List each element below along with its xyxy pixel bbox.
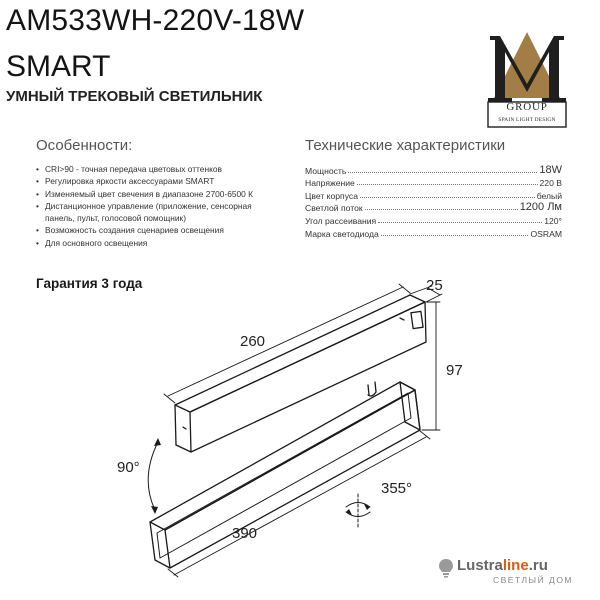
spec-row-body-color: Цвет корпуса белый <box>305 190 562 201</box>
spec-row-luminous-flux: Светлой поток 1200 Лм <box>305 201 562 214</box>
dimension-track-length-label: 260 <box>240 333 266 350</box>
feature-item: • Возможность создания сценариев освещения <box>36 225 224 236</box>
spec-row-power: Мощность 18W <box>305 163 562 176</box>
lustraline-bulb-icon <box>437 558 455 578</box>
track-adapter <box>175 295 426 452</box>
brand-name: GROUP <box>506 101 548 113</box>
warranty-note: Гарантия 3 года <box>36 276 143 291</box>
dimension-tilt-label: 90° <box>117 459 140 476</box>
features-heading: Особенности: <box>36 137 133 154</box>
feature-item: • Для основного освещения <box>36 237 148 248</box>
spec-row-led-brand: Марка светодиода OSRAM <box>305 228 562 239</box>
feature-item-continuation: панель, пульт, голосовой помощник) <box>45 213 186 224</box>
specs-heading: Технические характеристики <box>305 137 506 154</box>
feature-item: • Регулировка яркости аксессуарами SMART <box>36 176 215 187</box>
feature-item: • CRI>90 - точная передача цветовых оттенков <box>36 164 222 174</box>
rotation-arrow <box>346 494 370 528</box>
dimension-height-label: 97 <box>446 362 463 379</box>
lustraline-tagline: СВЕТЛЫЙ ДОМ <box>493 575 574 585</box>
dimension-depth-label: 25 <box>426 277 443 294</box>
spec-row-voltage: Напряжение 220 В <box>305 178 562 189</box>
lamp-body <box>150 382 420 568</box>
feature-item: • Дистанционное управление (приложение, сенсорная <box>36 200 252 211</box>
brand-tagline: SPAIN LIGHT DESIGN <box>498 117 556 123</box>
feature-item: • Изменяемый цвет свечения в диапазоне 2700-6500 К <box>36 188 254 199</box>
spec-row-beam-angle: Угол рассеивания 120° <box>305 215 562 226</box>
lustraline-wordmark: Lustraline.ru <box>457 557 548 574</box>
dimension-rotation-label: 355° <box>381 480 413 497</box>
tilt-arrow <box>148 438 161 514</box>
product-subtitle: УМНЫЙ ТРЕКОВЫЙ СВЕТИЛЬНИК <box>6 88 263 105</box>
rotation-stem <box>368 382 376 396</box>
product-model-title: AM533WH-220V-18W <box>6 4 305 37</box>
product-series-title: SMART <box>6 50 111 83</box>
dimension-lamp-length-label: 390 <box>232 525 258 542</box>
